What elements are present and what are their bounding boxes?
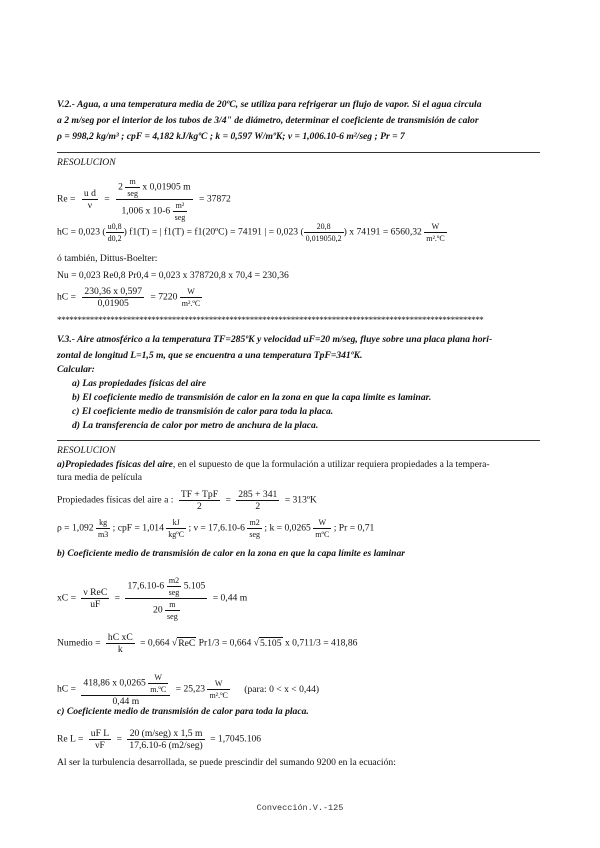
nu-medio-frac-d: k <box>117 644 123 655</box>
hcb-range: (para: 0 < x < 0,44) <box>244 683 320 695</box>
props-eq: = <box>225 494 231 506</box>
re-frac-den: ν <box>87 200 93 211</box>
props-frac-d: 2 <box>197 501 202 512</box>
nu-unit-d: seg <box>249 530 260 539</box>
hc2-label: hC = <box>57 291 77 303</box>
props-equation <box>57 489 317 512</box>
re-label: Re = <box>57 193 76 205</box>
hc-frac-d: d0,2 <box>107 234 122 243</box>
k-unit-n: W <box>313 517 331 529</box>
hcb-label: hC = <box>57 683 77 695</box>
cp-unit-d: kgºC <box>168 530 185 539</box>
pr-value: ; Pr = 0,71 <box>333 522 375 534</box>
problem-v3-line-1: V.3.- Aire atmosférico a la temperatura TF=285ºK y velocidad uF=20 m/seg, fluye sobre una placa plana hori- <box>57 334 493 345</box>
hc2-result: = 7220 <box>150 291 178 303</box>
item-d: d) La transferencia de calor por metro de anchura de la placa. <box>72 420 319 431</box>
rho-unit-n: kg <box>96 517 110 529</box>
item-a: a) Las propiedades físicas del aire <box>72 378 207 389</box>
hc-frac-n: u0,8 <box>107 222 122 231</box>
re-den-unit-d: seg <box>174 213 186 222</box>
rel-eq: = <box>116 733 123 745</box>
nu-medio-equation: Numedio = $\frac{\text{hC xC}}{k}$ = 0,664 √ReC Pr1/3 = 0,664 √5.105 x 0,711/3 = 418,86 <box>57 632 358 655</box>
re-frac-num: u d <box>83 188 96 199</box>
divider <box>57 152 540 153</box>
hc-frac2-n: 20,8 <box>304 221 344 233</box>
rel-frac-d: νF <box>95 740 105 751</box>
problem-v3-line-2: zontal de longitud L=1,5 m, que se encuentra a una temperatura TpF=341ºK. <box>57 350 363 361</box>
section-b-heading: b) Coeficiente medio de transmisión de calor en la zona en que la capa límite es laminar <box>57 548 406 559</box>
hc-unit-d: m².ºC <box>426 234 445 243</box>
xc-result: = 0,44 m <box>212 592 248 604</box>
hcb-num-unit-d: m.ºC <box>150 685 167 694</box>
sqrt-value: 5.105 <box>259 637 282 649</box>
section-a-heading: a)Propiedades físicas del aire <box>57 459 173 470</box>
props-result: = 313ºK <box>284 494 317 506</box>
rel-frac2-n: 20 (m/seg) x 1,5 m <box>127 728 204 740</box>
rel-frac2-d: 17,6.10-6 (m2/seg) <box>129 740 203 751</box>
re-num-right: x 0,01905 m <box>142 181 191 193</box>
hcb-unit-n: W <box>207 678 229 690</box>
problem-v2-line-3: ρ = 998,2 kg/m³ ; cpF = 4,182 kJ/kgºC ; k = 0,597 W/mºK; ν = 1,006.10-6 m²/seg ; Pr = 7 <box>57 131 405 142</box>
problem-v2-line-1: V.2.- Agua, a una temperatura media de 20ºC, se utiliza para refrigerar un flujo de vapor. Si el agua circula <box>57 99 482 110</box>
hc2-num: 230,36 x 0,597 <box>84 286 142 297</box>
xc-big-num-unit-n: m2 <box>167 575 182 587</box>
hc2-den: 0,01905 <box>97 298 129 309</box>
nu-medio-coef: = 0,664 <box>140 637 170 649</box>
rel-label: Re L = <box>57 733 84 745</box>
item-b: b) El coeficiente medio de transmisión de calor en la zona en que la capa límite es laminar. <box>72 392 432 403</box>
hc-end: ) x 74191 = 6560,32 <box>343 226 422 238</box>
re-num-unit-n: m <box>125 176 140 188</box>
hcb-result: = 25,23 <box>175 683 206 695</box>
item-c: c) El coeficiente medio de transmisión de calor para toda la placa. <box>72 406 334 417</box>
hc2-unit-d: m².ºC <box>181 299 201 308</box>
rel-equation <box>57 728 261 751</box>
nu-medio-frac-n: hC xC <box>107 632 133 643</box>
section-a-text-2: tura media de película <box>57 472 142 483</box>
cp-unit-n: kJ <box>166 517 186 529</box>
hcb-num-unit-n: W <box>148 672 168 684</box>
props-label: Propiedades físicas del aire a : <box>57 494 174 506</box>
section-c-heading: c) Coeficiente medio de transmisión de calor para toda la placa. <box>57 706 309 717</box>
nu-medio-label: Numedio = <box>57 637 101 649</box>
section-a-text-1: , en el supuesto de que la formulación a utilizar requiera propiedades a la tempera- <box>172 459 490 470</box>
xc-big-den-a: 20 <box>153 604 163 616</box>
page-footer: Convección.V.-125 <box>256 803 344 813</box>
resolucion-heading: RESOLUCION <box>57 157 116 168</box>
hc2-equation <box>57 286 202 309</box>
xc-big-num-unit-d: seg <box>168 588 180 597</box>
rel-result: = 1,7045.106 <box>210 733 262 745</box>
nu-unit-n: m2 <box>247 517 262 529</box>
re-den: 1,006 x 10-6 <box>121 205 171 217</box>
rho-value: ρ = 1,092 <box>57 522 94 534</box>
props-frac-n: TF + TpF <box>180 489 219 500</box>
air-properties <box>57 517 374 540</box>
closing-text: Al ser la turbulencia desarrollada, se puede prescindir del sumando 9200 en la ecuación: <box>57 757 396 768</box>
xc-frac-d: uF <box>90 599 101 610</box>
section-a-text <box>57 459 490 470</box>
hc-unit-n: W <box>424 221 446 233</box>
hc-start: hC = 0,023 ( <box>57 226 106 238</box>
hc-frac2-d: 0,019050,2 <box>305 234 342 243</box>
hc2-unit-n: W <box>180 286 202 298</box>
calcular-label: Calcular: <box>57 364 95 375</box>
xc-label: xC = <box>57 592 77 604</box>
re-eq: = <box>104 193 110 205</box>
hcb-unit-d: m².ºC <box>209 691 228 700</box>
reynolds-equation <box>57 176 231 223</box>
hc-laminar-equation <box>57 672 319 707</box>
rho-unit-d: m3 <box>98 530 109 539</box>
hc-mid: ) f1(T) = | f1(T) = f1(20ºC) = 74191 | = 0,023 ( <box>123 226 304 238</box>
xc-frac-n: ν ReC <box>83 587 108 598</box>
re-num-left: 2 <box>118 181 123 193</box>
cp-value: ; cpF = 1,014 <box>112 522 164 534</box>
props-frac2-d: 2 <box>255 501 261 512</box>
xc-big-num-b: 5.105 <box>183 580 206 592</box>
xc-big-num-a: 17,6.10-6 <box>127 580 165 592</box>
nu-medio-result: x 0,711/3 = 418,86 <box>284 637 358 649</box>
star-separator: ******************************************************************************************************** <box>57 315 484 325</box>
re-result: = 37872 <box>199 193 231 205</box>
props-frac2-n: 285 + 341 <box>238 489 278 500</box>
re-num-unit-d: seg <box>127 189 138 198</box>
nusselt-equation: Nu = 0,023 Re0,8 Pr0,4 = 0,023 x 378720,8 x 70,4 = 230,36 <box>57 270 289 281</box>
xc-big-den-unit-d: seg <box>167 612 178 621</box>
resolucion-heading: RESOLUCION <box>57 445 116 456</box>
nu-medio-mid: Pr1/3 = 0,664 <box>198 637 252 649</box>
nu-value: ; ν = 17,6.10-6 <box>188 522 245 534</box>
xc-big-den-unit-n: m <box>165 599 180 611</box>
tambien-text: ó también, Dittus-Boelter: <box>57 253 158 264</box>
re-den-unit-n: m² <box>173 200 188 212</box>
rel-frac-n: uF L <box>90 728 110 739</box>
k-unit-d: mºC <box>315 530 330 539</box>
k-value: ; k = 0,0265 <box>264 522 311 534</box>
sqrt-rec: ReC <box>178 637 196 649</box>
hcb-den: 0,44 m <box>112 696 140 707</box>
xc-eq: = <box>114 592 121 604</box>
divider <box>57 440 540 441</box>
xc-equation <box>57 575 247 622</box>
hc-equation <box>57 221 447 244</box>
hcb-num: 418,86 x 0,0265 <box>83 677 146 689</box>
problem-v2-line-2: a 2 m/seg por el interior de los tubos de 3/4" de diámetro, determinar el coeficiente de transmisión de calor <box>57 115 479 126</box>
